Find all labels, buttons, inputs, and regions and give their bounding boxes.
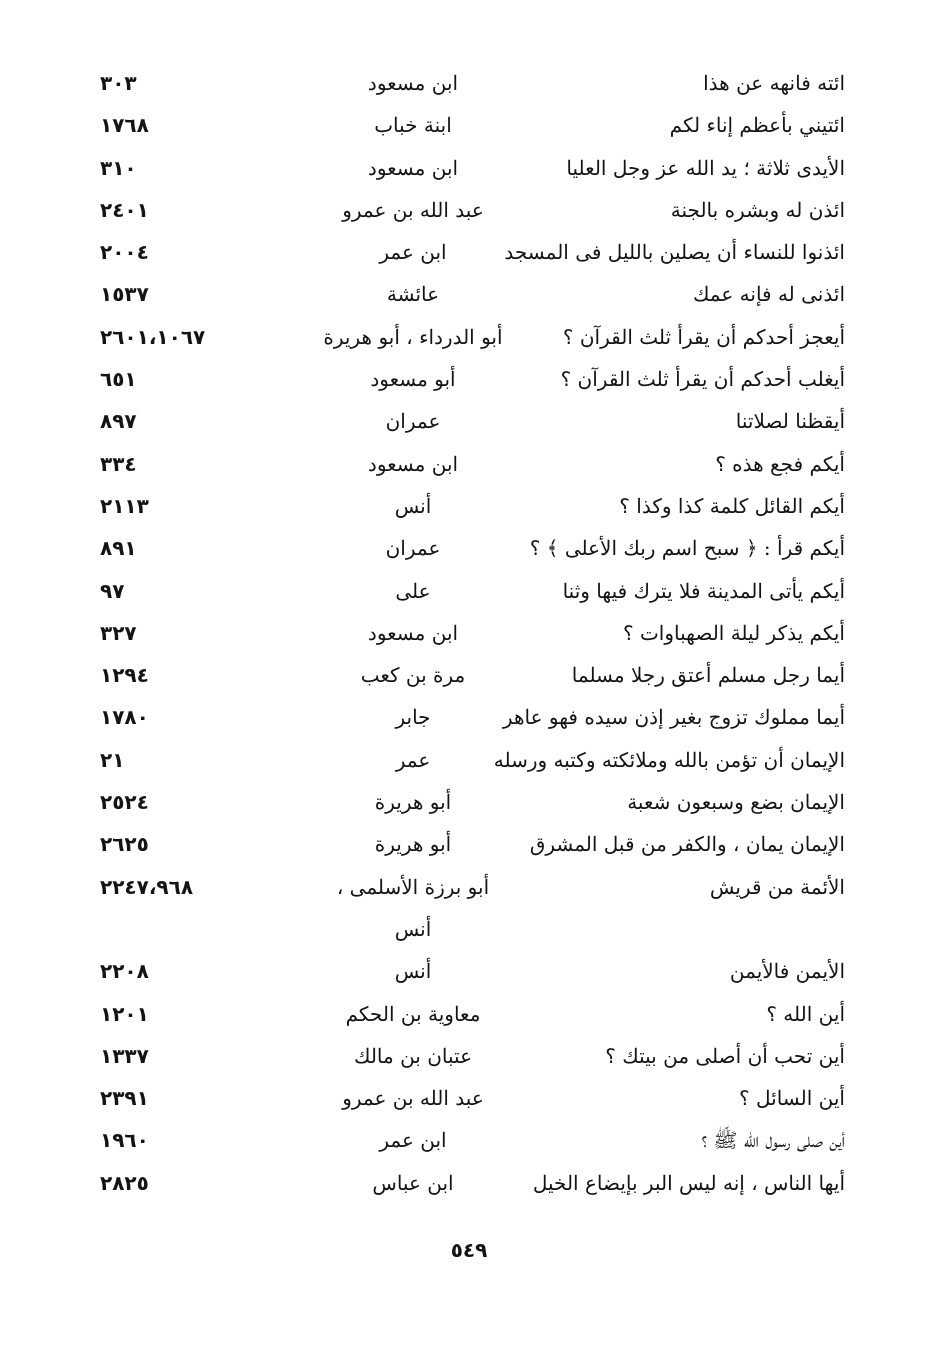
index-row — [0, 527, 939, 569]
hadith-text: أين تحب أن أصلى من بيتك ؟ — [605, 1043, 845, 1068]
hadith-number: ٦٥١ — [100, 367, 137, 392]
hadith-index-table — [0, 62, 939, 1204]
index-row — [0, 654, 939, 696]
index-row — [0, 823, 939, 865]
hadith-number: ٣٣٤ — [100, 451, 137, 476]
index-row — [0, 104, 939, 146]
hadith-text: أيكم فجع هذه ؟ — [715, 451, 845, 476]
hadith-text: الإيمان بضع وسبعون شعبة — [627, 790, 845, 815]
hadith-text: الأئمة من قريش — [709, 874, 845, 899]
hadith-text: ائتيني بأعظم إناء لكم — [669, 113, 845, 138]
hadith-number — [100, 908, 300, 950]
index-row — [0, 1077, 939, 1119]
narrator-name: ابن عباس — [372, 1170, 454, 1195]
hadith-text: أيكم القائل كلمة كذا وكذا ؟ — [619, 493, 845, 518]
index-row — [0, 400, 939, 442]
narrator-name: أبو هريرة — [374, 832, 452, 857]
hadith-number: ١٣٣٧ — [100, 1043, 149, 1068]
hadith-number: ٢٣٩١ — [100, 1086, 149, 1111]
narrator-name: أنس — [394, 493, 432, 518]
index-row — [0, 62, 939, 104]
index-row — [0, 866, 939, 908]
hadith-text: أيما رجل مسلم أعتق رجلا مسلما — [571, 663, 845, 688]
narrator-name: ابن مسعود — [367, 155, 459, 180]
hadith-number: ٢٦٠١،١٠٦٧ — [100, 324, 206, 349]
hadith-number: ١٥٣٧ — [100, 282, 149, 307]
index-row — [0, 993, 939, 1035]
hadith-number: ١٢٠١ — [100, 1001, 149, 1026]
hadith-text: ائته فانهه عن هذا — [703, 71, 845, 95]
hadith-number: ٢٦٢٥ — [100, 832, 149, 857]
hadith-number: ١٩٦٠ — [100, 1128, 149, 1153]
narrator-name: عمران — [385, 409, 441, 434]
index-row — [0, 485, 939, 527]
hadith-number: ٨٩١ — [100, 536, 137, 561]
narrator-name: عبد الله بن عمرو — [342, 197, 484, 222]
index-row — [0, 189, 939, 231]
index-row — [0, 316, 939, 358]
narrator-name: عبد الله بن عمرو — [342, 1086, 484, 1111]
index-row — [0, 443, 939, 485]
hadith-number: ٢٥٢٤ — [100, 790, 149, 815]
index-row — [0, 147, 939, 189]
index-row — [0, 612, 939, 654]
index-row — [0, 231, 939, 273]
hadith-number: ٢٠٠٤ — [100, 240, 149, 265]
narrator-name: عائشة — [386, 282, 440, 307]
hadith-number: ٣٠٣ — [100, 71, 137, 95]
hadith-text: أيكم قرأ : ﴿ سبح اسم ربك الأعلى ﴾ ؟ — [529, 536, 845, 561]
hadith-text: الإيمان أن تؤمن بالله وملائكته وكتبه ورسله — [493, 747, 845, 772]
index-row — [0, 696, 939, 738]
hadith-number: ١٢٩٤ — [100, 663, 149, 688]
narrator-name: عتبان بن مالك — [353, 1043, 473, 1068]
hadith-text: ائذنى له فإنه عمك — [692, 282, 845, 307]
narrator-name: على — [395, 578, 431, 603]
index-row — [0, 1162, 939, 1204]
hadith-text: أيكم يذكر ليلة الصهباوات ؟ — [622, 620, 845, 645]
hadith-text: ائذنوا للنساء أن يصلين بالليل فى المسجد — [504, 240, 845, 265]
narrator-name: أبو هريرة — [374, 790, 452, 815]
narrator-name: عمران — [385, 536, 441, 561]
hadith-text: أيها الناس ، إنه ليس البر بإيضاع الخيل — [532, 1170, 845, 1195]
index-row — [0, 358, 939, 400]
hadith-number: ٢١١٣ — [100, 493, 149, 518]
narrator-name: عمر — [395, 747, 431, 772]
index-row — [0, 781, 939, 823]
narrator-name: أنس — [394, 959, 432, 984]
narrator-name: جابر — [395, 705, 431, 730]
hadith-text: أيقظنا لصلاتنا — [735, 409, 845, 434]
hadith-text: أين صلى رسول الله ﷺ ؟ — [701, 1128, 845, 1153]
hadith-text: أيغلب أحدكم أن يقرأ ثلث القرآن ؟ — [560, 367, 845, 392]
hadith-text: الإيمان يمان ، والكفر من قبل المشرق — [529, 832, 845, 857]
index-row — [0, 950, 939, 992]
hadith-number: ١٧٨٠ — [100, 705, 149, 730]
hadith-text: الأيمن فالأيمن — [729, 959, 845, 984]
narrator-name: أبو مسعود — [370, 367, 456, 392]
hadith-number: ٢٢٠٨ — [100, 959, 149, 984]
index-row — [0, 1035, 939, 1077]
narrator-name: ابن مسعود — [367, 71, 459, 95]
hadith-text: أين الله ؟ — [766, 1001, 845, 1026]
hadith-number: ٢١ — [100, 747, 125, 772]
hadith-number: ٢٨٢٥ — [100, 1170, 149, 1195]
index-row — [0, 908, 939, 950]
hadith-number: ٣١٠ — [100, 155, 137, 180]
narrator-name: ابن مسعود — [367, 620, 459, 645]
narrator-name: مرة بن كعب — [360, 663, 466, 688]
page-number: ٥٤٩ — [450, 1238, 488, 1262]
narrator-name: ابنة خباب — [374, 113, 452, 138]
hadith-text: أيعجز أحدكم أن يقرأ ثلث القرآن ؟ — [562, 324, 845, 349]
hadith-number: ٢٤٠١ — [100, 197, 149, 222]
hadith-text: أيما مملوك تزوج بغير إذن سيده فهو عاهر — [502, 705, 845, 730]
hadith-text: أين السائل ؟ — [739, 1086, 845, 1111]
narrator-name: ابن عمر — [379, 1128, 447, 1153]
hadith-number: ٩٧ — [100, 578, 125, 603]
narrator-name: ابن مسعود — [367, 451, 459, 476]
hadith-text: أيكم يأتى المدينة فلا يترك فيها وثنا — [562, 578, 845, 603]
index-row — [0, 739, 939, 781]
hadith-number: ٢٢٤٧،٩٦٨ — [100, 874, 194, 899]
narrator-name: أبو برزة الأسلمى ، — [336, 874, 490, 899]
narrator-name: أنس — [394, 916, 432, 941]
narrator-name: أبو الدرداء ، أبو هريرة — [323, 324, 503, 349]
index-row — [0, 273, 939, 315]
hadith-number: ٣٢٧ — [100, 620, 137, 645]
narrator-name: ابن عمر — [379, 240, 447, 265]
hadith-text: ائذن له وبشره بالجنة — [670, 197, 845, 222]
hadith-number: ٨٩٧ — [100, 409, 137, 434]
hadith-number: ١٧٦٨ — [100, 113, 149, 138]
index-row — [0, 1119, 939, 1161]
narrator-name: معاوية بن الحكم — [345, 1001, 481, 1026]
hadith-text: الأيدى ثلاثة ؛ يد الله عز وجل العليا — [566, 155, 845, 180]
index-row — [0, 570, 939, 612]
